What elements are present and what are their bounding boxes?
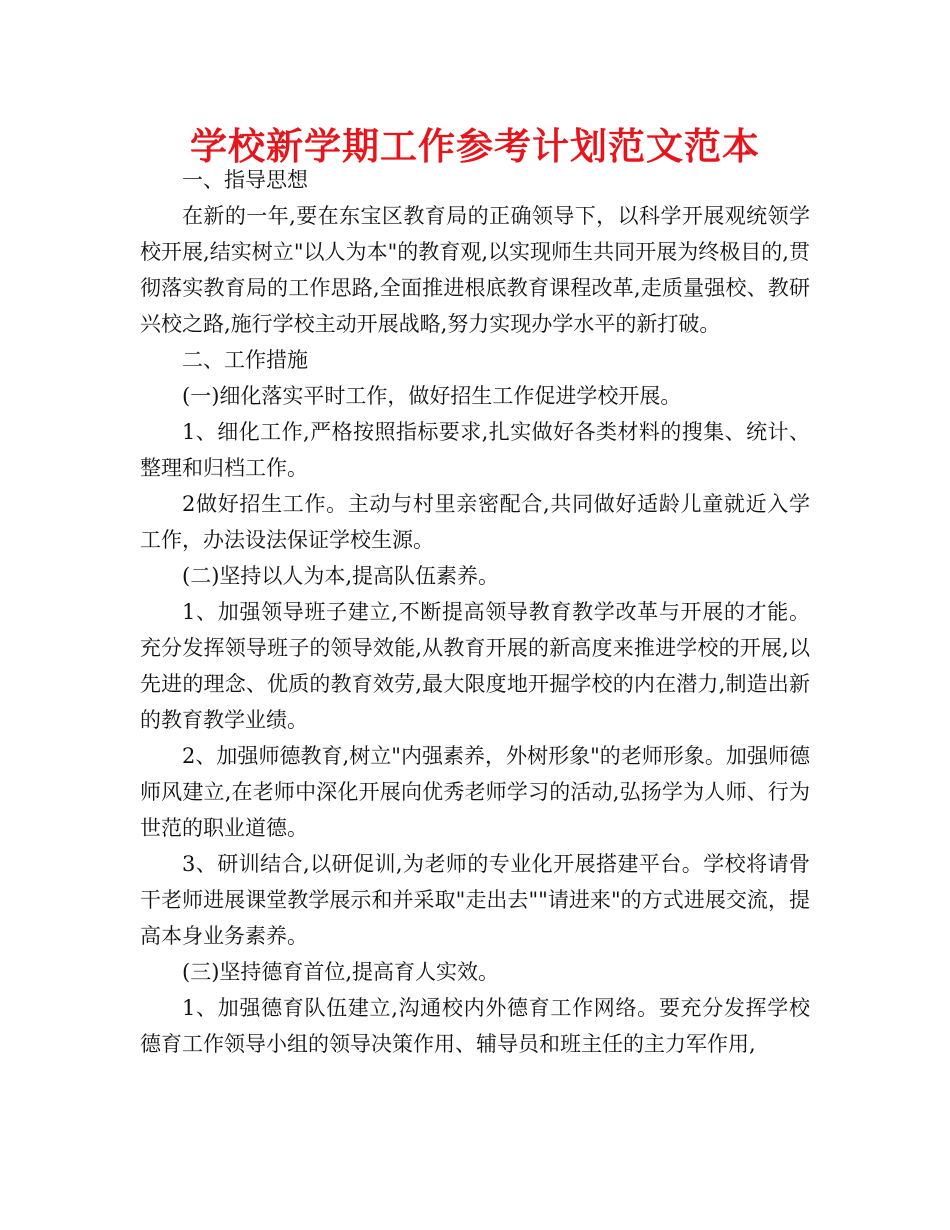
document-body [140,162,810,1062]
paragraph-guiding-thought: 在新的一年,要在东宝区教育局的正确领导下，以科学开展观统领学校开展,结实树立"以人为本"的教育观,以实现师生共同开展为终极目的,贯彻落实教育局的工作思路,全面推进根底教育课程改革,走质量强校、教研兴校之路,施行学校主动开展战略,努力实现办学水平的新打破。 [140,204,810,336]
paragraph-training: 3、研训结合,以研促训,为老师的专业化开展搭建平台。学校将请骨干老师进展课堂教学展示和并采取"走出去""请进来"的方式进展交流，提高本身业务素养。 [140,852,810,948]
paragraph-enrollment: 2做好招生工作。主动与村里亲密配合,共同做好适龄儿童就近入学工作，办法设法保证学校生源。 [140,492,810,552]
subheading-daily-work: (一)细化落实平时工作，做好招生工作促进学校开展。 [182,384,682,408]
section-heading-guiding-thought: 一、指导思想 [182,168,308,192]
paragraph-refine-work: 1、细化工作,严格按照指标要求,扎实做好各类材料的搜集、统计、整理和归档工作。 [140,420,810,480]
section-heading-work-measures: 二、工作措施 [182,348,308,372]
document-title: 学校新学期工作参考计划范文范本 [190,125,760,168]
paragraph-moral-team: 1、加强德育队伍建立,沟通校内外德育工作网络。要充分发挥学校德育工作领导小组的领导决策作用、辅导员和班主任的主力军作用, [140,996,810,1056]
paragraph-teacher-ethics: 2、加强师德教育,树立"内强素养，外树形象"的老师形象。加强师德师风建立,在老师中深化开展向优秀老师学习的活动,弘扬学为人师、行为世范的职业道德。 [140,744,810,840]
paragraph-leadership: 1、加强领导班子建立,不断提高领导教育教学改革与开展的才能。充分发挥领导班子的领导效能,从教育开展的新高度来推进学校的开展,以先进的理念、优质的教育效劳,最大限度地开掘学校的内在潜力,制造出新的教育教学业绩。 [140,600,810,732]
subheading-moral-education: (三)坚持德育首位,提高育人实效。 [182,960,500,984]
subheading-people-oriented: (二)坚持以人为本,提高队伍素养。 [182,564,500,588]
